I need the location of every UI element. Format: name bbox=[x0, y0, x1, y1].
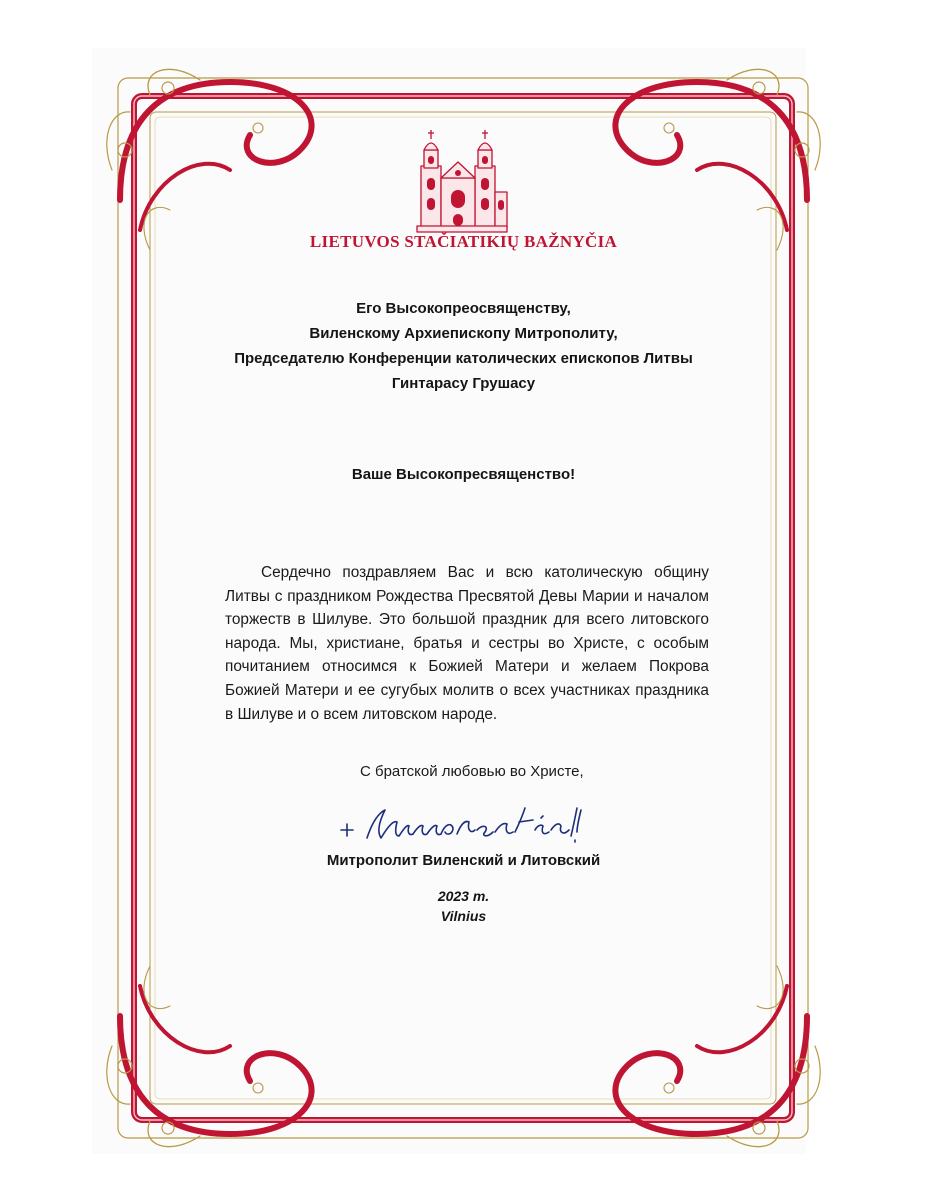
signer-title: Митрополит Виленский и Литовский bbox=[326, 852, 601, 869]
organization-name: LIETUVOS STAČIATIKIŲ BAŽNYČIA bbox=[309, 232, 618, 251]
letter-city: Vilnius bbox=[440, 908, 487, 924]
addressee-line: Его Высокопреосвященству, bbox=[356, 300, 571, 317]
handwritten-signature bbox=[337, 800, 627, 848]
addressee-block bbox=[0, 296, 927, 396]
addressee-line: Гинтарасу Грушасу bbox=[391, 375, 536, 392]
church-building-icon bbox=[413, 126, 509, 236]
salutation: Ваше Высокопресвященство! bbox=[351, 466, 576, 483]
letter-date: 2023 m. bbox=[437, 888, 490, 904]
closing-phrase: С братской любовью во Христе, bbox=[360, 763, 584, 780]
letter-body: Сердечно поздравляем Вас и всю католическую общину Литвы с праздником Рождества Пресвятой Девы Марии и началом торжеств в Шилуве. Это большой праздник для всего литовского народа. Мы, христиане, братья и сестры во Христе, с особым почитанием относимся к Божией Матери и желаем Покрова Божией Матери и ее сугубых молитв о всех участниках праздника в Шилуве и о всем литовском народе. bbox=[225, 564, 709, 723]
addressee-line: Председателю Конференции католических епископов Литвы bbox=[234, 350, 693, 367]
addressee-line: Виленскому Архиепископу Митрополиту, bbox=[309, 325, 618, 342]
